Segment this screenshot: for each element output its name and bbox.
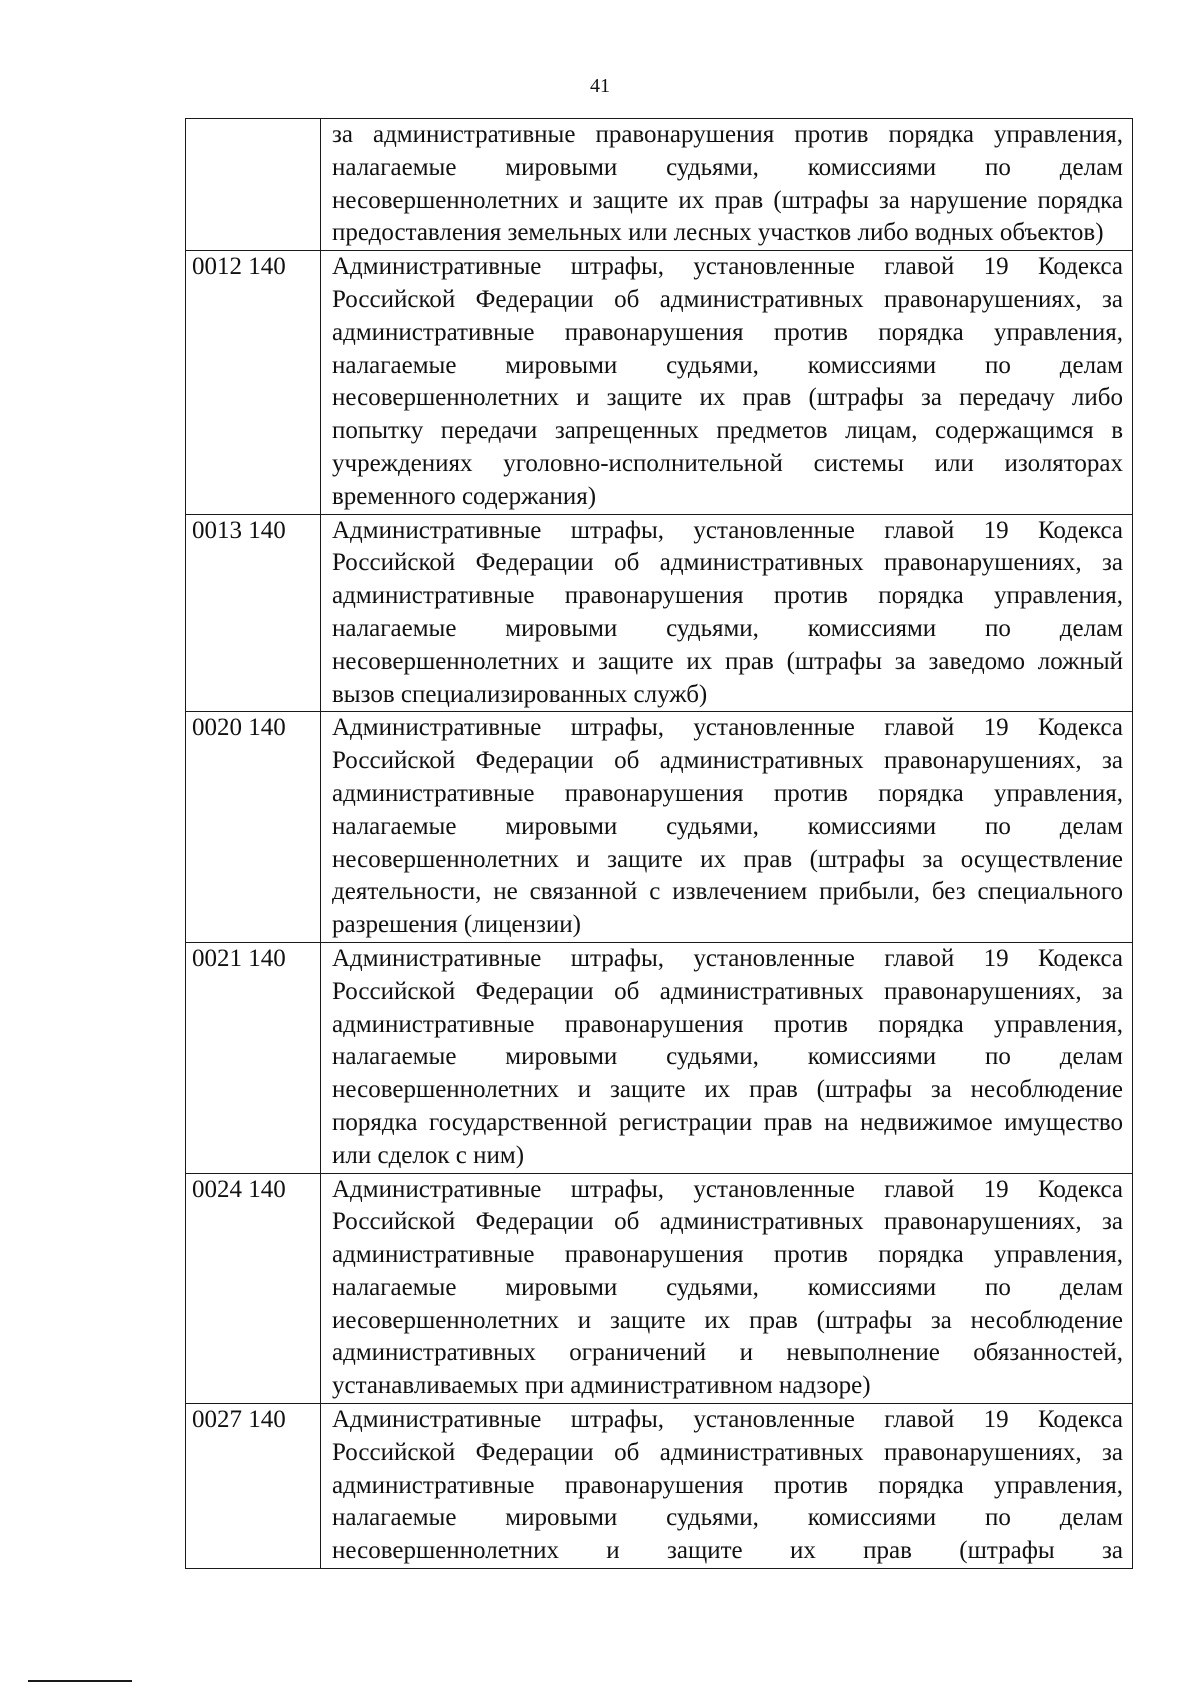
table-row [186, 1173, 1133, 1404]
code-cell: 0013 140 [186, 514, 321, 712]
description-cell: Административные штрафы, установленные главой 19 Кодекса Российской Федерации об административных правонарушениях, за административные правонарушения против порядка управления, налагаемые мировыми судьями, комиссиями по делам иесовершеннолетних и защите их прав (штрафы за несоблюдение административных ограничений и невыполнение обязанностей, устанавливаемых при административном надзоре) [321, 1173, 1133, 1404]
code-cell: 0021 140 [186, 942, 321, 1173]
code-cell: 0024 140 [186, 1173, 321, 1404]
table-row [186, 514, 1133, 712]
description-cell: за административные правонарушения против порядка управления, налагаемые мировыми судьями, комиссиями по делам несовершеннолетних и защите их прав (штрафы за нарушение порядка предоставления земельных или лесных участков либо водных объектов) [321, 119, 1133, 251]
table-row [186, 1404, 1133, 1569]
description-cell: Административные штрафы, установленные главой 19 Кодекса Российской Федерации об административных правонарушениях, за административные правонарушения против порядка управления, налагаемые мировыми судьями, комиссиями по делам несовершеннолетних и защите их прав (штрафы за [321, 1404, 1133, 1569]
description-cell: Административные штрафы, установленные главой 19 Кодекса Российской Федерации об административных правонарушениях, за административные правонарушения против порядка управления, налагаемые мировыми судьями, комиссиями по делам несовершеннолетних и защите их прав (штрафы за осуществление деятельности, не связанной с извлечением прибыли, без специального разрешения (лицензии) [321, 712, 1133, 943]
description-cell: Административные штрафы, установленные главой 19 Кодекса Российской Федерации об административных правонарушениях, за административные правонарушения против порядка управления, налагаемые мировыми судьями, комиссиями по делам несовершеннолетних и защите их прав (штрафы за передачу либо попытку передачи запрещенных предметов лицам, содержащимся в учреждениях уголовно-исполнительной системы или изоляторах временного содержания) [321, 251, 1133, 514]
budget-code-table [185, 118, 1133, 1569]
table-row [186, 119, 1133, 251]
footnote-rule [28, 1680, 132, 1682]
table-row [186, 251, 1133, 514]
page-number: 41 [590, 75, 610, 97]
description-cell: Административные штрафы, установленные главой 19 Кодекса Российской Федерации об административных правонарушениях, за административные правонарушения против порядка управления, налагаемые мировыми судьями, комиссиями по делам несовершеннолетних и защите их прав (штрафы за несоблюдение порядка государственной регистрации прав на недвижимое имущество или сделок с ним) [321, 942, 1133, 1173]
description-cell: Административные штрафы, установленные главой 19 Кодекса Российской Федерации об административных правонарушениях, за административные правонарушения против порядка управления, налагаемые мировыми судьями, комиссиями по делам несовершеннолетних и защите их прав (штрафы за заведомо ложный вызов специализированных служб) [321, 514, 1133, 712]
table-row [186, 712, 1133, 943]
table-row [186, 942, 1133, 1173]
code-cell [186, 119, 321, 251]
code-cell: 0027 140 [186, 1404, 321, 1569]
code-cell: 0012 140 [186, 251, 321, 514]
code-cell: 0020 140 [186, 712, 321, 943]
